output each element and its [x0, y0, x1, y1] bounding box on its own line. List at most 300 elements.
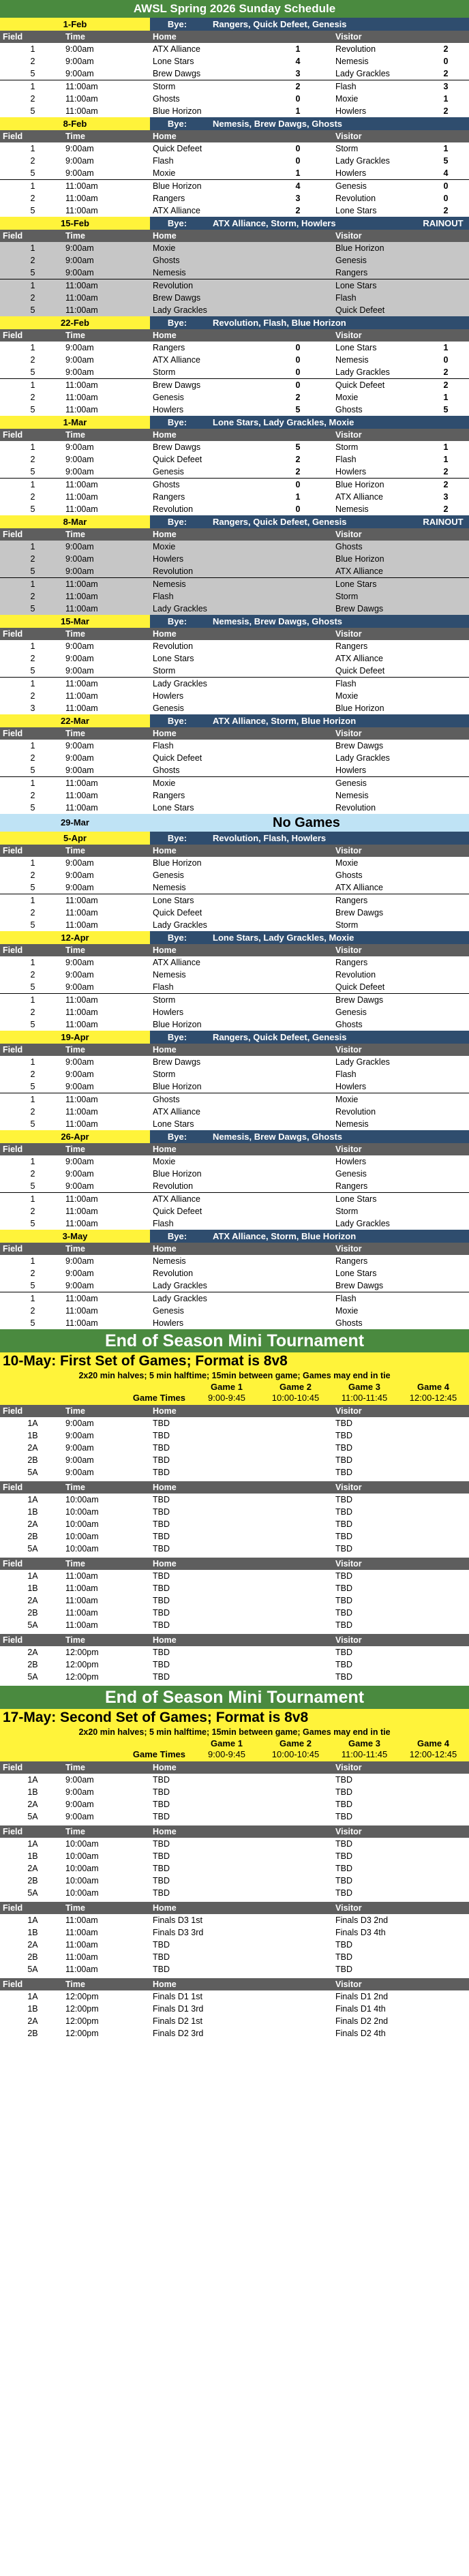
game-row	[0, 242, 469, 254]
header-home: Home	[153, 231, 177, 241]
season-schedule-part-2	[0, 832, 469, 1329]
column-header-row	[0, 1825, 469, 1838]
field-cell: 1A	[27, 1915, 38, 1925]
game-row	[0, 1118, 469, 1130]
game-row	[0, 2027, 469, 2040]
home-score-cell	[260, 1951, 335, 1963]
visitor-team-cell: Finals D3 4th	[335, 1928, 386, 1937]
visitor-score-cell	[423, 764, 469, 776]
home-team-cell: TBD	[153, 1431, 170, 1440]
home-team-cell: Lone Stars	[153, 57, 194, 66]
bye-teams: Rangers, Quick Defeet, Genesis	[213, 19, 347, 29]
header-visitor: Visitor	[335, 1903, 362, 1913]
bye-label: Bye:	[167, 517, 187, 527]
visitor-score-cell	[423, 2027, 469, 2040]
game-row	[0, 179, 469, 192]
home-score-cell	[260, 881, 335, 894]
visitor-team-cell: ATX Alliance	[335, 654, 383, 663]
bye-label: Bye:	[167, 218, 187, 228]
header-home: Home	[153, 1635, 177, 1645]
visitor-team-cell: Brew Dawgs	[335, 741, 384, 751]
visitor-score-cell	[423, 1810, 469, 1823]
visitor-team-cell: Finals D2 4th	[335, 2029, 386, 2038]
game-row	[0, 1217, 469, 1230]
home-team-cell: Lady Grackles	[153, 305, 207, 315]
visitor-team-cell: Lady Grackles	[335, 69, 390, 78]
visitor-score-cell	[423, 894, 469, 907]
game-row	[0, 1056, 469, 1068]
field-cell: 1	[30, 679, 35, 688]
field-cell: 2B	[27, 2029, 38, 2038]
column-header-row	[0, 1761, 469, 1774]
field-cell: 5	[30, 69, 35, 78]
game-row	[0, 565, 469, 577]
column-header-row	[0, 1143, 469, 1155]
header-time: Time	[65, 1045, 85, 1055]
game-row	[0, 752, 469, 764]
time-cell: 9:00am	[65, 554, 94, 564]
visitor-score-cell	[423, 2015, 469, 2027]
header-home: Home	[153, 1763, 177, 1772]
field-cell: 5	[30, 504, 35, 514]
header-field: Field	[3, 945, 23, 955]
game-row	[0, 776, 469, 789]
visitor-team-cell: Ghosts	[335, 870, 363, 880]
bye-teams: ATX Alliance, Storm, Howlers	[213, 218, 336, 228]
column-header-row	[0, 528, 469, 541]
home-team-cell: TBD	[153, 1952, 170, 1962]
header-time: Time	[65, 1145, 85, 1154]
week-header	[0, 714, 469, 727]
field-cell: 2	[30, 691, 35, 701]
tournament-title: End of Season Mini Tournament	[0, 1686, 469, 1709]
home-score-cell	[260, 1056, 335, 1068]
game-row	[0, 1774, 469, 1786]
home-score-cell: 0	[295, 355, 301, 365]
field-cell: 2	[30, 970, 35, 980]
game-row	[0, 1018, 469, 1031]
field-cell: 2	[30, 393, 35, 402]
home-team-cell: TBD	[153, 1800, 170, 1809]
visitor-team-cell: Quick Defeet	[335, 666, 385, 676]
field-cell: 1	[30, 442, 35, 452]
visitor-score-cell: 4	[443, 168, 449, 178]
time-cell: 9:00am	[65, 455, 94, 464]
home-score-cell	[260, 789, 335, 802]
visitor-team-cell: TBD	[335, 1507, 352, 1517]
column-header-row	[0, 429, 469, 441]
visitor-score-cell	[423, 665, 469, 677]
bye-label: Bye:	[167, 1132, 187, 1142]
time-cell: 9:00am	[65, 1281, 94, 1290]
visitor-score-cell	[423, 752, 469, 764]
home-score-cell	[260, 1774, 335, 1786]
game-row	[0, 155, 469, 167]
field-cell: 1	[30, 144, 35, 153]
visitor-score-cell	[423, 267, 469, 279]
home-score-cell	[260, 1658, 335, 1671]
game-row	[0, 478, 469, 491]
field-cell: 1	[30, 281, 35, 290]
field-cell: 5	[30, 1119, 35, 1129]
header-field: Field	[3, 231, 23, 241]
time-cell: 11:00am	[65, 1219, 98, 1228]
time-cell: 10:00am	[65, 1507, 99, 1517]
home-score-cell	[260, 565, 335, 577]
time-cell: 9:00am	[65, 1443, 94, 1453]
week-date: 1-Feb	[0, 18, 150, 31]
visitor-score-cell	[423, 2003, 469, 2015]
time-cell: 10:00am	[65, 1519, 99, 1529]
time-cell: 10:00am	[65, 1839, 99, 1849]
visitor-team-cell: TBD	[335, 1584, 352, 1593]
visitor-team-cell: Quick Defeet	[335, 982, 385, 992]
game-row	[0, 652, 469, 665]
week-note	[417, 1130, 469, 1143]
visitor-team-cell: Ghosts	[335, 1020, 363, 1029]
game-row	[0, 603, 469, 615]
home-score-cell	[260, 740, 335, 752]
time-cell: 9:00am	[65, 654, 94, 663]
bye-teams: Rangers, Quick Defeet, Genesis	[213, 517, 347, 527]
game-label: Game 1	[211, 1738, 243, 1748]
no-games-row	[0, 814, 469, 832]
home-team-cell: Rangers	[153, 791, 185, 800]
visitor-score-cell: 1	[443, 144, 449, 153]
visitor-team-cell: Finals D2 2nd	[335, 2016, 389, 2026]
field-cell: 1	[30, 181, 35, 191]
game-row	[0, 894, 469, 907]
visitor-score-cell	[423, 1155, 469, 1168]
visitor-score-cell	[423, 1939, 469, 1951]
header-blank	[423, 31, 469, 43]
home-team-cell: Quick Defeet	[153, 455, 202, 464]
header-field: Field	[3, 430, 23, 440]
header-blank	[260, 429, 335, 441]
field-cell: 5	[30, 1318, 35, 1328]
home-score-cell	[260, 1292, 335, 1305]
visitor-team-cell: Genesis	[335, 256, 367, 265]
home-score-cell	[260, 578, 335, 590]
field-cell: 5	[30, 1281, 35, 1290]
game-row	[0, 1279, 469, 1292]
visitor-score-cell	[423, 1068, 469, 1080]
game-row	[0, 1192, 469, 1205]
header-time: Time	[65, 331, 85, 340]
header-home: Home	[153, 1483, 177, 1492]
visitor-score-cell	[423, 777, 469, 789]
game-label: Game 3	[348, 1382, 380, 1392]
home-team-cell: TBD	[153, 1812, 170, 1821]
home-team-cell: Rangers	[153, 194, 185, 203]
column-header-row	[0, 230, 469, 242]
game-row	[0, 1850, 469, 1862]
time-cell: 9:00am	[65, 1800, 94, 1809]
visitor-score-cell	[423, 1255, 469, 1267]
home-score-cell	[260, 1068, 335, 1080]
header-home: Home	[153, 1406, 177, 1416]
field-cell: 2A	[27, 2016, 38, 2026]
game-row	[0, 1862, 469, 1875]
no-games-date: 29-Mar	[61, 817, 89, 828]
home-score-cell	[260, 1429, 335, 1442]
home-score-cell	[260, 1305, 335, 1317]
game-labels-row	[0, 1382, 469, 1393]
header-visitor: Visitor	[335, 1980, 362, 1989]
field-cell: 1	[30, 343, 35, 352]
week-date: 26-Apr	[0, 1130, 150, 1143]
header-home: Home	[153, 1827, 177, 1836]
home-score-cell	[260, 1671, 335, 1683]
header-blank	[423, 1761, 469, 1774]
header-blank	[260, 1044, 335, 1056]
game-row	[0, 1530, 469, 1543]
game-row	[0, 541, 469, 553]
column-header-row	[0, 944, 469, 956]
field-cell: 2	[30, 492, 35, 502]
visitor-score-cell	[423, 1518, 469, 1530]
game-row	[0, 1506, 469, 1518]
visitor-score-cell	[423, 1429, 469, 1442]
visitor-score-cell	[423, 740, 469, 752]
header-home: Home	[153, 1903, 177, 1913]
game-time: 10:00-10:45	[271, 1393, 320, 1403]
time-cell: 11:00am	[65, 480, 98, 489]
game-row	[0, 1786, 469, 1798]
visitor-team-cell: Blue Horizon	[335, 480, 384, 489]
game-row	[0, 1619, 469, 1631]
header-blank	[260, 1634, 335, 1646]
field-cell: 5A	[27, 1620, 38, 1630]
home-score-cell	[260, 764, 335, 776]
home-score-cell	[260, 541, 335, 553]
header-blank	[423, 1481, 469, 1494]
time-cell: 9:00am	[65, 256, 94, 265]
home-score-cell: 0	[295, 343, 301, 352]
home-score-cell	[260, 894, 335, 907]
visitor-team-cell: Nemesis	[335, 791, 369, 800]
week-header	[0, 931, 469, 944]
home-team-cell: Storm	[153, 666, 176, 676]
home-team-cell: Ghosts	[153, 94, 180, 104]
time-cell: 11:00am	[65, 1928, 98, 1937]
bye-teams: Lone Stars, Lady Grackles, Moxie	[213, 417, 354, 427]
game-row	[0, 740, 469, 752]
game-row	[0, 391, 469, 404]
home-score-cell: 1	[295, 168, 301, 178]
time-cell: 9:00am	[65, 958, 94, 967]
time-cell: 9:00am	[65, 1431, 94, 1440]
home-team-cell: Howlers	[153, 1318, 184, 1328]
home-score-cell	[260, 1619, 335, 1631]
home-score-cell	[260, 678, 335, 690]
home-team-cell: Flash	[153, 741, 174, 751]
field-cell: 5	[30, 1020, 35, 1029]
visitor-team-cell: Nemesis	[335, 57, 369, 66]
visitor-score-cell	[423, 1106, 469, 1118]
home-score-cell	[260, 1255, 335, 1267]
column-header-row	[0, 1481, 469, 1494]
week-note	[417, 117, 469, 130]
game-time: 9:00-9:45	[208, 1393, 245, 1403]
home-score-cell: 3	[295, 69, 301, 78]
field-cell: 2	[30, 1007, 35, 1017]
home-team-cell: Brew Dawgs	[153, 69, 201, 78]
home-score-cell: 5	[295, 442, 301, 452]
visitor-team-cell: Storm	[335, 442, 359, 452]
home-score-cell	[260, 1543, 335, 1555]
time-cell: 11:00am	[65, 106, 98, 116]
field-cell: 2	[30, 156, 35, 166]
field-cell: 5	[30, 168, 35, 178]
home-score-cell	[260, 1518, 335, 1530]
home-team-cell: Nemesis	[153, 970, 186, 980]
visitor-score-cell	[423, 652, 469, 665]
home-score-cell	[260, 1205, 335, 1217]
visitor-team-cell: Brew Dawgs	[335, 908, 384, 918]
header-blank	[423, 1825, 469, 1838]
home-score-cell	[260, 857, 335, 869]
field-cell: 1	[30, 380, 35, 390]
time-cell: 11:00am	[65, 908, 98, 918]
header-visitor: Visitor	[335, 430, 362, 440]
game-row	[0, 453, 469, 466]
time-cell: 9:00am	[65, 741, 94, 751]
field-cell: 2	[30, 753, 35, 763]
time-cell: 9:00am	[65, 1787, 94, 1797]
game-row	[0, 1093, 469, 1106]
bye-teams: Nemesis, Brew Dawgs, Ghosts	[213, 1132, 343, 1142]
week-note	[417, 1230, 469, 1243]
visitor-score-cell	[423, 1914, 469, 1926]
time-cell: 9:00am	[65, 156, 94, 166]
game-row	[0, 204, 469, 217]
game-row	[0, 67, 469, 80]
home-score-cell: 0	[295, 480, 301, 489]
home-team-cell: Brew Dawgs	[153, 1057, 201, 1067]
field-cell: 1	[30, 1157, 35, 1166]
header-blank	[260, 1558, 335, 1570]
header-field: Field	[3, 846, 23, 855]
tournament-subtitle: 17-May: Second Set of Games; Format is 8v8	[3, 1710, 309, 1725]
column-header-row	[0, 1978, 469, 1990]
field-cell: 1A	[27, 1775, 38, 1785]
column-header-row	[0, 329, 469, 342]
visitor-score-cell	[423, 1570, 469, 1582]
column-header-row	[0, 1044, 469, 1056]
home-score-cell: 2	[295, 206, 301, 215]
home-team-cell: Blue Horizon	[153, 858, 202, 868]
home-team-cell: Lone Stars	[153, 896, 194, 905]
visitor-score-cell	[423, 1862, 469, 1875]
game-row	[0, 267, 469, 279]
time-cell: 9:00am	[65, 982, 94, 992]
home-score-cell	[260, 1466, 335, 1479]
home-team-cell: Howlers	[153, 691, 184, 701]
game-row	[0, 378, 469, 391]
visitor-team-cell: Moxie	[335, 858, 359, 868]
header-blank	[423, 1902, 469, 1914]
home-team-cell: Blue Horizon	[153, 1020, 202, 1029]
week-header	[0, 416, 469, 429]
time-cell: 12:00pm	[65, 1992, 99, 2001]
visitor-team-cell: Ghosts	[335, 542, 363, 551]
visitor-score-cell	[423, 1619, 469, 1631]
home-team-cell: TBD	[153, 1495, 170, 1504]
visitor-score-cell	[423, 590, 469, 603]
home-team-cell: Revolution	[153, 641, 194, 651]
home-score-cell	[260, 1810, 335, 1823]
home-score-cell: 4	[295, 57, 301, 66]
home-team-cell: TBD	[153, 1660, 170, 1669]
visitor-score-cell: 1	[443, 442, 449, 452]
visitor-score-cell	[423, 1850, 469, 1862]
home-team-cell: TBD	[153, 1672, 170, 1682]
visitor-team-cell: TBD	[335, 1468, 352, 1477]
home-team-cell: Revolution	[153, 281, 194, 290]
header-blank	[260, 1143, 335, 1155]
field-cell: 5	[30, 766, 35, 775]
field-cell: 2A	[27, 1519, 38, 1529]
home-team-cell: Finals D1 1st	[153, 1992, 202, 2001]
home-team-cell: Flash	[153, 1219, 174, 1228]
bye-teams: Nemesis, Brew Dawgs, Ghosts	[213, 616, 343, 626]
bye-label: Bye:	[167, 318, 187, 328]
home-score-cell: 0	[295, 380, 301, 390]
game-times-row	[0, 1749, 469, 1760]
home-score-cell	[260, 981, 335, 993]
field-cell: 5	[30, 920, 35, 930]
home-team-cell: Lone Stars	[153, 654, 194, 663]
visitor-team-cell: Lady Grackles	[335, 1219, 390, 1228]
tournament-rules: 2x20 min halves; 5 min halftime; 15min between game; Games may end in tie	[78, 1727, 391, 1737]
home-team-cell: TBD	[153, 1648, 170, 1657]
field-cell: 2	[30, 1269, 35, 1278]
header-time: Time	[65, 1980, 85, 1989]
visitor-score-cell	[423, 1305, 469, 1317]
field-cell: 1A	[27, 1992, 38, 2001]
home-team-cell: Lady Grackles	[153, 1281, 207, 1290]
field-cell: 2	[30, 293, 35, 303]
visitor-team-cell: Lone Stars	[335, 579, 377, 589]
header-visitor: Visitor	[335, 1145, 362, 1154]
visitor-team-cell: Storm	[335, 1207, 359, 1216]
home-score-cell	[260, 1607, 335, 1619]
field-cell: 2	[30, 256, 35, 265]
field-cell: 5	[30, 666, 35, 676]
time-cell: 9:00am	[65, 870, 94, 880]
home-score-cell	[260, 1106, 335, 1118]
time-cell: 12:00pm	[65, 2029, 99, 2038]
visitor-team-cell: Moxie	[335, 1306, 359, 1316]
visitor-score-cell	[423, 1875, 469, 1887]
home-team-cell: Blue Horizon	[153, 181, 202, 191]
home-team-cell: Howlers	[153, 405, 184, 414]
time-cell: 9:00am	[65, 1256, 94, 1266]
visitor-score-cell	[423, 304, 469, 316]
home-score-cell	[260, 1914, 335, 1926]
field-cell: 2	[30, 57, 35, 66]
visitor-score-cell	[423, 802, 469, 814]
visitor-team-cell: Flash	[335, 455, 357, 464]
game-row	[0, 1798, 469, 1810]
home-team-cell: TBD	[153, 1571, 170, 1581]
column-header-row	[0, 130, 469, 142]
header-blank	[423, 1243, 469, 1255]
visitor-team-cell: Genesis	[335, 778, 367, 788]
home-score-cell: 4	[295, 181, 301, 191]
visitor-score-cell	[423, 678, 469, 690]
